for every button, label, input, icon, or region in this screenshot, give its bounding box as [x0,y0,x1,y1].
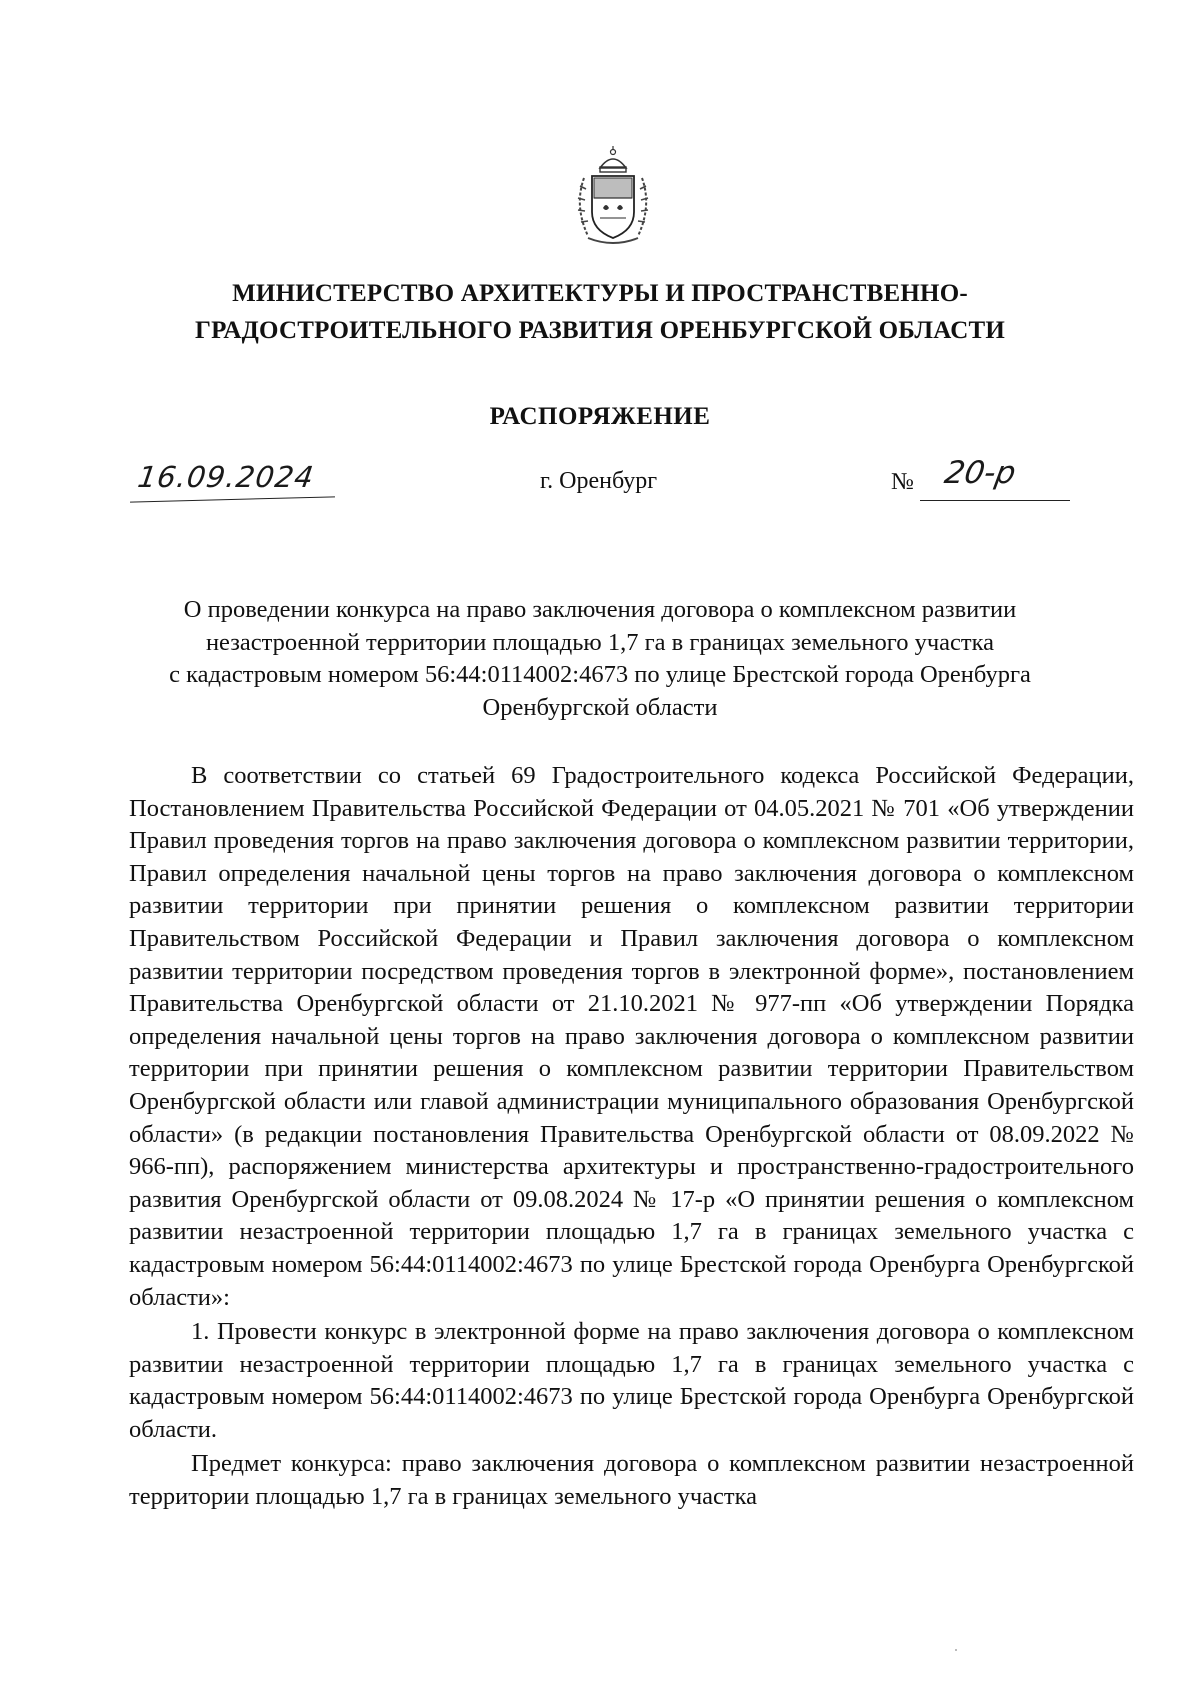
handwritten-document-number: 20-р [941,455,1019,491]
number-sign: № [891,469,914,495]
body-paragraph: 1. Провести конкурс в электронной форме на право заключения договора о комплексном развитии незастроенной территории площадью 1,7 га в границах земельного участка с кадастровым номером 56:44:0114002:4673 по улице Брестской города Оренбурга Оренбургской области. [129,1318,1134,1443]
handwritten-date: 16.09.2024 [135,460,317,494]
coat-of-arms-icon [570,146,656,248]
subject-line: незастроенной территории площадью 1,7 га в границах земельного участка [205,628,995,656]
ministry-title-line2: ГРАДОСТРОИТЕЛЬНОГО РАЗВИТИЯ ОРЕНБУРГСКОЙ ОБЛАСТИ [195,317,1005,344]
subject-line: О проведении конкурса на право заключения договора о комплексном развитии [183,596,1017,623]
subject-line: Оренбургской области [482,693,718,721]
city: г. Оренбург [540,468,658,494]
document-subject [120,594,1080,724]
ministry-title [120,275,1080,349]
subject-line: с кадастровым номером 56:44:0114002:4673 по улице Брестской города Оренбурга [169,661,1031,688]
body-paragraph: Предмет конкурса: право заключения договора о комплексном развитии незастроенной территории площадью 1,7 га в границах земельного участка [129,1450,1134,1511]
date-underline [130,496,335,502]
document-type: РАСПОРЯЖЕНИЕ [489,403,711,430]
scan-speck [955,1649,957,1651]
ministry-title-line1: МИНИСТЕРСТВО АРХИТЕКТУРЫ И ПРОСТРАНСТВЕННО- [232,280,968,307]
document-body [129,760,1134,1514]
number-underline [920,500,1070,501]
body-paragraph: В соответствии со статьей 69 Градостроительного кодекса Российской Федерации, Постановлением Правительства Российской Федерации от 04.05.2021 № 701 «Об утверждении Правил проведения торгов на право заключения договора о комплексном развитии территории, Правил определения начальной цены торгов на право заключения договора о комплексном развитии территории при принятии решения о комплексном развитии территории Правительством Российской Федерации и Правил заключения договора о комплексном развитии территории посредством проведения торгов в электронной форме», постановлением Правительства Оренбургской области от 21.10.2021 № 977-пп «Об утверждении Порядка определения начальной цены торгов на право заключения договора о комплексном развитии территории при принятии решения о комплексном развитии территории Правительством Оренбургской области или главой администрации муниципального образования Оренбургской области» (в редакции постановления Правительства Оренбургской области от 08.09.2022 № 966-пп), распоряжением министерства архитектуры и пространственно-градостроительного развития Оренбургской области от 09.08.2024 № 17-р «О принятии решения о комплексном развитии незастроенной территории площадью 1,7 га в границах земельного участка с кадастровым номером 56:44:0114002:4673 по улице Брестской города Оренбурга Оренбургской области»: [129,762,1134,1311]
